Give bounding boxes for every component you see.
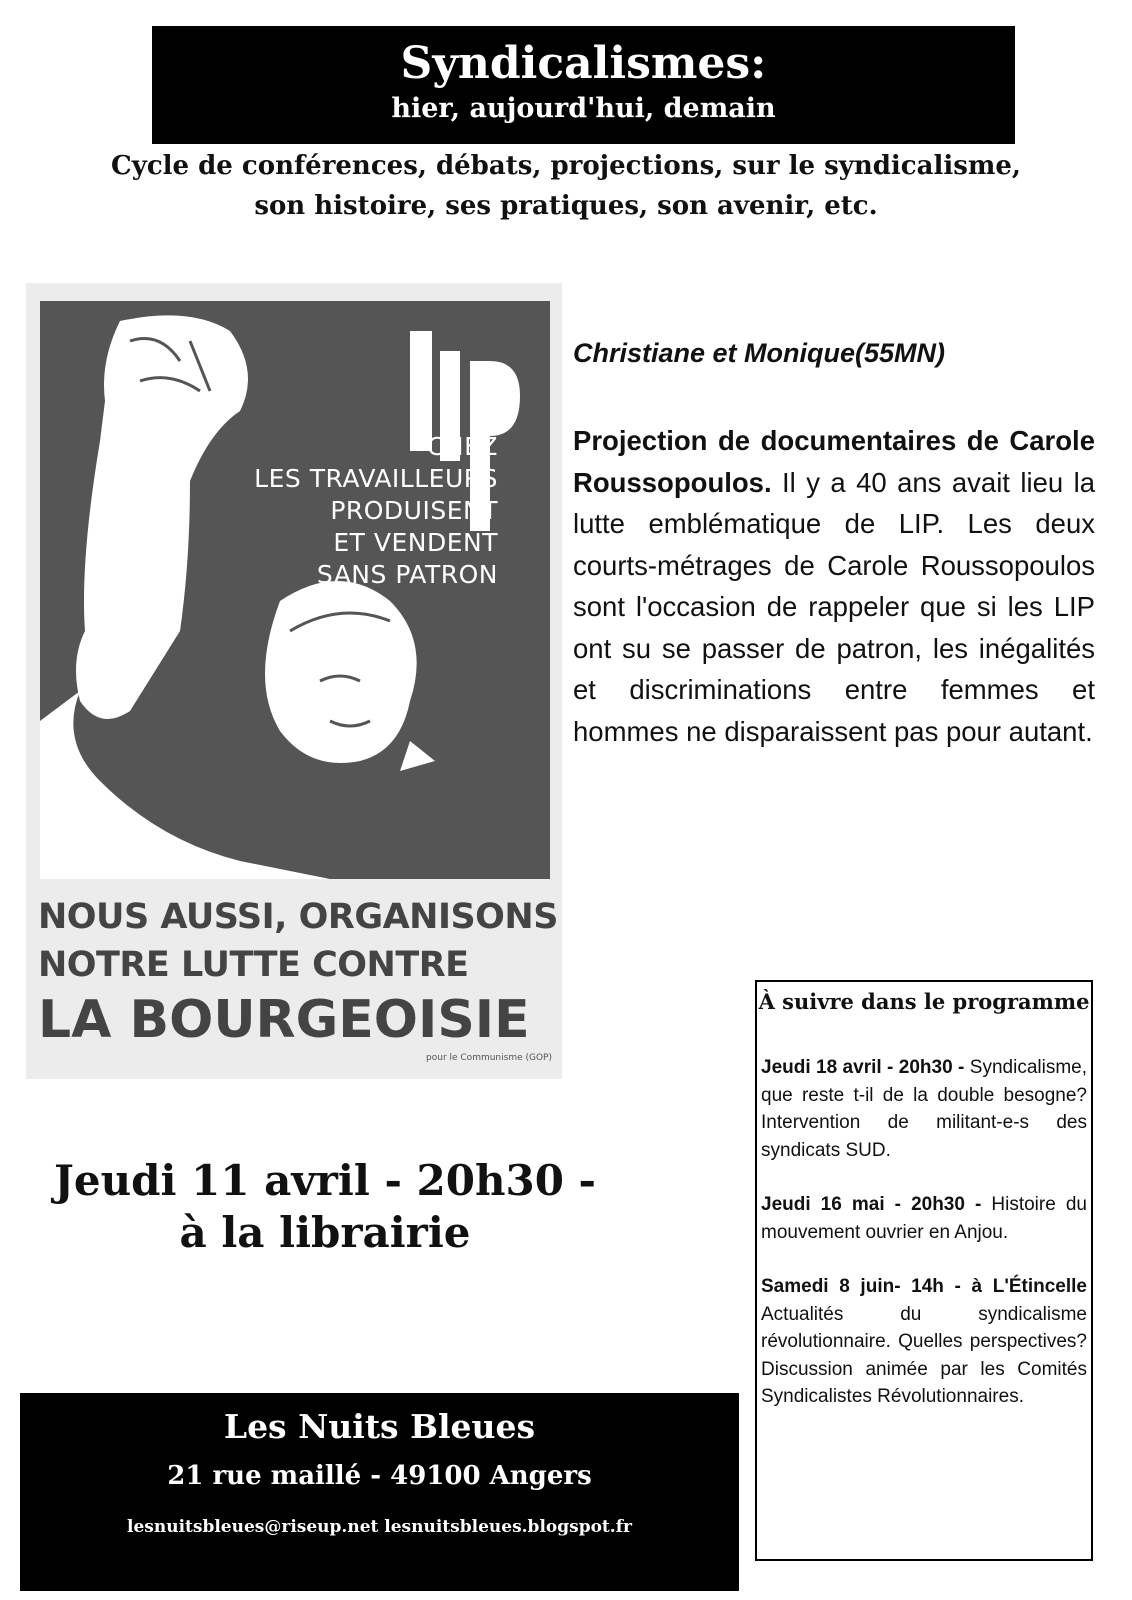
slogan-line: ET VENDENT — [333, 528, 498, 557]
program-heading: À suivre dans le programme — [758, 989, 1090, 1014]
slogan-line: PRODUISENT — [330, 496, 498, 525]
venue-contacts: lesnuitsbleues@riseup.net lesnuitsbleues.blogspot.fr — [127, 1517, 632, 1537]
slogan-line: SANS PATRON — [316, 560, 498, 589]
slogan-line: CHEZ — [426, 432, 498, 461]
page-title: Syndicalismes: — [400, 38, 767, 89]
intro-text — [30, 146, 1102, 226]
poster-artwork — [40, 301, 550, 879]
poster-bottom-line-3: LA BOURGEOISIE — [38, 990, 530, 1050]
poster-slogan — [208, 431, 498, 591]
event-datetime — [20, 1155, 630, 1259]
film-title: Christiane et Monique(55MN) — [573, 338, 946, 368]
page-subtitle: hier, aujourd'hui, demain — [391, 93, 776, 124]
program-entry — [757, 1191, 1091, 1246]
poster-bottom-text — [38, 893, 558, 1051]
program-entry-head: Samedi 8 juin- 14h - à L'Étincelle — [761, 1276, 1087, 1297]
event-line-2: à la librairie — [179, 1208, 471, 1257]
description-bold: Projection de documentaires de Carole Roussopoulos. — [573, 425, 1095, 498]
lip-poster-image — [26, 283, 562, 1079]
program-entry-head: Jeudi 18 avril - 20h30 - — [761, 1057, 965, 1078]
venue-name: Les Nuits Bleues — [223, 1407, 536, 1446]
program-box — [755, 980, 1093, 1561]
slogan-line: LES TRAVAILLEURS — [254, 464, 498, 493]
venue-box — [20, 1393, 739, 1591]
venue-address: 21 rue maillé - 49100 Angers — [167, 1461, 592, 1491]
poster-bottom-line-2: NOTRE LUTTE CONTRE — [38, 945, 469, 985]
program-entry-text: Histoire du mouvement ouvrier en Anjou. — [761, 1194, 1087, 1243]
program-entry-text: Syndicalisme, que reste t-il de la double besogne? Intervention de militant-e-s des syndicats SUD. — [761, 1057, 1088, 1161]
intro-line-2: son histoire, ses pratiques, son avenir, etc. — [254, 191, 878, 221]
program-entry-text: Actualités du syndicalisme révolutionnaire. Quelles perspectives? Discussion animée par les Comités Syndicalistes Révolutionnaires. — [761, 1303, 1087, 1407]
event-line-1: Jeudi 11 avril - 20h30 - — [54, 1156, 596, 1205]
program-entry — [757, 1054, 1091, 1164]
description-text: Il y a 40 ans avait lieu la lutte emblématique de LIP. Les deux courts-métrages de Carole Roussopoulos sont l'occasion de rappeler que si les LIP ont su se passer de patron, les inégalités et discriminations entre femmes et hommes ne disparaissent pas pour autant. — [573, 466, 1095, 747]
intro-line-1: Cycle de conférences, débats, projections, sur le syndicalisme, — [111, 151, 1021, 181]
program-entry — [757, 1273, 1091, 1411]
poster-credit: pour le Communisme (GOP) — [426, 1053, 552, 1063]
poster-bottom-line-1: NOUS AUSSI, ORGANISONS — [38, 897, 558, 937]
program-entry-head: Jeudi 16 mai - 20h30 - — [761, 1194, 982, 1215]
title-banner — [152, 26, 1015, 144]
film-description — [573, 420, 1095, 752]
